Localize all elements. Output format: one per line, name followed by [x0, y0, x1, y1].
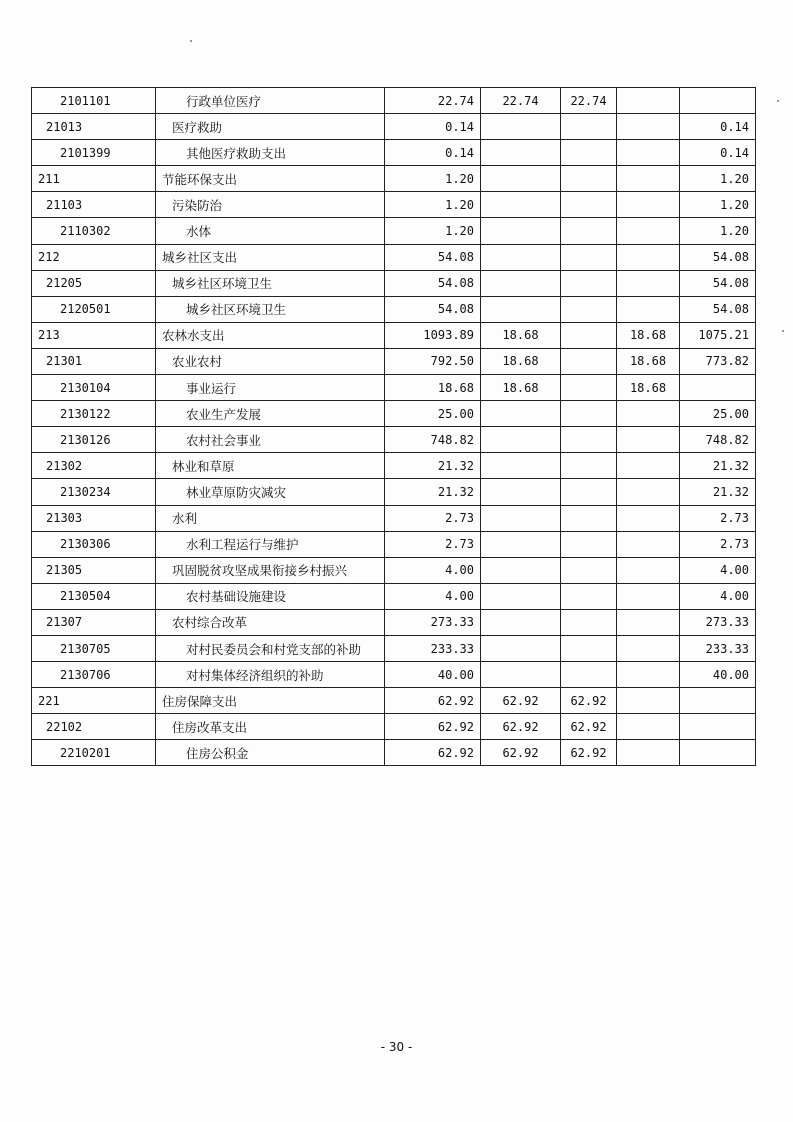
personnel-expenditure-cell — [561, 375, 617, 401]
personnel-expenditure-cell: 62.92 — [561, 740, 617, 766]
public-expenditure-cell — [617, 505, 680, 531]
total-amount-cell: 22.74 — [385, 88, 481, 114]
personnel-expenditure-cell — [561, 114, 617, 140]
personnel-expenditure-cell — [561, 348, 617, 374]
table-row — [32, 270, 756, 296]
basic-expenditure-cell — [481, 583, 561, 609]
subject-code-cell: 2130705 — [32, 635, 156, 661]
table-row — [32, 114, 756, 140]
total-amount-cell: 54.08 — [385, 270, 481, 296]
basic-expenditure-cell: 18.68 — [481, 322, 561, 348]
public-expenditure-cell — [617, 427, 680, 453]
subject-code-cell: 213 — [32, 322, 156, 348]
public-expenditure-cell — [617, 688, 680, 714]
subject-code-cell: 2101399 — [32, 140, 156, 166]
basic-expenditure-cell — [481, 270, 561, 296]
basic-expenditure-cell: 18.68 — [481, 375, 561, 401]
basic-expenditure-cell — [481, 479, 561, 505]
public-expenditure-cell — [617, 114, 680, 140]
project-expenditure-cell: 54.08 — [680, 270, 756, 296]
total-amount-cell: 62.92 — [385, 740, 481, 766]
basic-expenditure-cell: 18.68 — [481, 348, 561, 374]
total-amount-cell: 62.92 — [385, 688, 481, 714]
public-expenditure-cell — [617, 609, 680, 635]
table-row — [32, 166, 756, 192]
scan-speck — [782, 330, 784, 332]
subject-name-cell: 住房改革支出 — [156, 714, 385, 740]
total-amount-cell: 25.00 — [385, 401, 481, 427]
table-row — [32, 296, 756, 322]
total-amount-cell: 18.68 — [385, 375, 481, 401]
personnel-expenditure-cell: 62.92 — [561, 714, 617, 740]
page-number: - 30 - — [380, 1040, 413, 1054]
personnel-expenditure-cell — [561, 635, 617, 661]
project-expenditure-cell: 1075.21 — [680, 322, 756, 348]
basic-expenditure-cell — [481, 505, 561, 531]
public-expenditure-cell — [617, 140, 680, 166]
public-expenditure-cell — [617, 401, 680, 427]
project-expenditure-cell: 1.20 — [680, 218, 756, 244]
subject-name-cell: 水利工程运行与维护 — [156, 531, 385, 557]
project-expenditure-cell: 1.20 — [680, 166, 756, 192]
public-expenditure-cell — [617, 479, 680, 505]
subject-name-cell: 水利 — [156, 505, 385, 531]
total-amount-cell: 1.20 — [385, 218, 481, 244]
subject-code-cell: 21305 — [32, 557, 156, 583]
personnel-expenditure-cell — [561, 583, 617, 609]
basic-expenditure-cell — [481, 218, 561, 244]
personnel-expenditure-cell: 62.92 — [561, 688, 617, 714]
public-expenditure-cell — [617, 296, 680, 322]
public-expenditure-cell — [617, 740, 680, 766]
basic-expenditure-cell — [481, 166, 561, 192]
table-row — [32, 662, 756, 688]
project-expenditure-cell: 1.20 — [680, 192, 756, 218]
table-row — [32, 583, 756, 609]
table-row — [32, 218, 756, 244]
total-amount-cell: 2.73 — [385, 531, 481, 557]
basic-expenditure-cell: 62.92 — [481, 714, 561, 740]
subject-name-cell: 对村民委员会和村党支部的补助 — [156, 635, 385, 661]
project-expenditure-cell: 2.73 — [680, 531, 756, 557]
public-expenditure-cell: 18.68 — [617, 375, 680, 401]
subject-name-cell: 医疗救助 — [156, 114, 385, 140]
subject-name-cell: 对村集体经济组织的补助 — [156, 662, 385, 688]
subject-name-cell: 水体 — [156, 218, 385, 244]
personnel-expenditure-cell — [561, 505, 617, 531]
total-amount-cell: 233.33 — [385, 635, 481, 661]
public-expenditure-cell — [617, 218, 680, 244]
subject-name-cell: 污染防治 — [156, 192, 385, 218]
basic-expenditure-cell — [481, 244, 561, 270]
subject-code-cell: 21307 — [32, 609, 156, 635]
scan-speck — [777, 100, 779, 102]
table-row — [32, 348, 756, 374]
personnel-expenditure-cell — [561, 296, 617, 322]
subject-code-cell: 212 — [32, 244, 156, 270]
subject-code-cell: 21303 — [32, 505, 156, 531]
subject-name-cell: 住房公积金 — [156, 740, 385, 766]
total-amount-cell: 0.14 — [385, 140, 481, 166]
public-expenditure-cell — [617, 714, 680, 740]
basic-expenditure-cell: 62.92 — [481, 688, 561, 714]
total-amount-cell: 748.82 — [385, 427, 481, 453]
table-body — [32, 88, 756, 766]
table-row — [32, 322, 756, 348]
public-expenditure-cell — [617, 192, 680, 218]
basic-expenditure-cell — [481, 453, 561, 479]
subject-code-cell: 221 — [32, 688, 156, 714]
subject-code-cell: 211 — [32, 166, 156, 192]
table-row — [32, 740, 756, 766]
project-expenditure-cell: 773.82 — [680, 348, 756, 374]
project-expenditure-cell — [680, 375, 756, 401]
project-expenditure-cell: 21.32 — [680, 479, 756, 505]
basic-expenditure-cell — [481, 557, 561, 583]
table-row — [32, 505, 756, 531]
subject-name-cell: 农业生产发展 — [156, 401, 385, 427]
subject-code-cell: 2130122 — [32, 401, 156, 427]
subject-code-cell: 21013 — [32, 114, 156, 140]
total-amount-cell: 0.14 — [385, 114, 481, 140]
project-expenditure-cell: 748.82 — [680, 427, 756, 453]
scan-speck — [190, 40, 192, 42]
public-expenditure-cell — [617, 557, 680, 583]
public-expenditure-cell — [617, 453, 680, 479]
public-expenditure-cell — [617, 583, 680, 609]
subject-code-cell: 2130504 — [32, 583, 156, 609]
basic-expenditure-cell — [481, 662, 561, 688]
basic-expenditure-cell — [481, 296, 561, 322]
basic-expenditure-cell: 62.92 — [481, 740, 561, 766]
personnel-expenditure-cell — [561, 270, 617, 296]
table-row — [32, 427, 756, 453]
project-expenditure-cell: 40.00 — [680, 662, 756, 688]
personnel-expenditure-cell — [561, 322, 617, 348]
subject-code-cell: 22102 — [32, 714, 156, 740]
total-amount-cell: 1093.89 — [385, 322, 481, 348]
public-expenditure-cell — [617, 244, 680, 270]
basic-expenditure-cell — [481, 114, 561, 140]
personnel-expenditure-cell — [561, 453, 617, 479]
personnel-expenditure-cell — [561, 244, 617, 270]
subject-name-cell: 农业农村 — [156, 348, 385, 374]
public-expenditure-cell — [617, 635, 680, 661]
subject-name-cell: 事业运行 — [156, 375, 385, 401]
total-amount-cell: 54.08 — [385, 244, 481, 270]
total-amount-cell: 1.20 — [385, 192, 481, 218]
total-amount-cell: 40.00 — [385, 662, 481, 688]
subject-code-cell: 2130706 — [32, 662, 156, 688]
project-expenditure-cell — [680, 714, 756, 740]
project-expenditure-cell: 0.14 — [680, 114, 756, 140]
table-row — [32, 714, 756, 740]
public-expenditure-cell — [617, 662, 680, 688]
subject-name-cell: 住房保障支出 — [156, 688, 385, 714]
subject-name-cell: 林业和草原 — [156, 453, 385, 479]
personnel-expenditure-cell — [561, 662, 617, 688]
subject-code-cell: 2120501 — [32, 296, 156, 322]
subject-code-cell: 21205 — [32, 270, 156, 296]
subject-name-cell: 巩固脱贫攻坚成果衔接乡村振兴 — [156, 557, 385, 583]
subject-code-cell: 2130104 — [32, 375, 156, 401]
public-expenditure-cell — [617, 166, 680, 192]
subject-code-cell: 21301 — [32, 348, 156, 374]
subject-code-cell: 2130126 — [32, 427, 156, 453]
basic-expenditure-cell — [481, 401, 561, 427]
project-expenditure-cell: 0.14 — [680, 140, 756, 166]
basic-expenditure-cell — [481, 427, 561, 453]
table-row — [32, 609, 756, 635]
total-amount-cell: 21.32 — [385, 453, 481, 479]
project-expenditure-cell: 21.32 — [680, 453, 756, 479]
public-expenditure-cell: 18.68 — [617, 348, 680, 374]
total-amount-cell: 62.92 — [385, 714, 481, 740]
project-expenditure-cell: 54.08 — [680, 244, 756, 270]
basic-expenditure-cell — [481, 140, 561, 166]
subject-name-cell: 其他医疗救助支出 — [156, 140, 385, 166]
total-amount-cell: 273.33 — [385, 609, 481, 635]
project-expenditure-cell — [680, 688, 756, 714]
table-row — [32, 140, 756, 166]
subject-name-cell: 节能环保支出 — [156, 166, 385, 192]
project-expenditure-cell: 273.33 — [680, 609, 756, 635]
table-row — [32, 192, 756, 218]
project-expenditure-cell: 4.00 — [680, 583, 756, 609]
subject-name-cell: 农村社会事业 — [156, 427, 385, 453]
total-amount-cell: 4.00 — [385, 557, 481, 583]
personnel-expenditure-cell — [561, 401, 617, 427]
table-row — [32, 375, 756, 401]
basic-expenditure-cell — [481, 635, 561, 661]
personnel-expenditure-cell — [561, 557, 617, 583]
total-amount-cell: 54.08 — [385, 296, 481, 322]
personnel-expenditure-cell — [561, 166, 617, 192]
table-row — [32, 88, 756, 114]
subject-code-cell: 21103 — [32, 192, 156, 218]
personnel-expenditure-cell — [561, 218, 617, 244]
total-amount-cell: 1.20 — [385, 166, 481, 192]
project-expenditure-cell: 233.33 — [680, 635, 756, 661]
table-row — [32, 531, 756, 557]
public-expenditure-cell — [617, 88, 680, 114]
personnel-expenditure-cell — [561, 479, 617, 505]
subject-name-cell: 城乡社区支出 — [156, 244, 385, 270]
subject-name-cell: 农村基础设施建设 — [156, 583, 385, 609]
personnel-expenditure-cell — [561, 192, 617, 218]
table-row — [32, 479, 756, 505]
public-expenditure-cell: 18.68 — [617, 322, 680, 348]
project-expenditure-cell: 4.00 — [680, 557, 756, 583]
subject-code-cell: 2130306 — [32, 531, 156, 557]
table-row — [32, 244, 756, 270]
expenditure-table — [31, 87, 756, 766]
personnel-expenditure-cell — [561, 140, 617, 166]
subject-code-cell: 2110302 — [32, 218, 156, 244]
table-row — [32, 401, 756, 427]
table-row — [32, 635, 756, 661]
subject-code-cell: 2210201 — [32, 740, 156, 766]
basic-expenditure-cell — [481, 531, 561, 557]
table-row — [32, 688, 756, 714]
subject-name-cell: 林业草原防灾减灾 — [156, 479, 385, 505]
project-expenditure-cell — [680, 88, 756, 114]
subject-name-cell: 城乡社区环境卫生 — [156, 296, 385, 322]
subject-code-cell: 21302 — [32, 453, 156, 479]
subject-name-cell: 农林水支出 — [156, 322, 385, 348]
subject-code-cell: 2101101 — [32, 88, 156, 114]
basic-expenditure-cell: 22.74 — [481, 88, 561, 114]
table-row — [32, 557, 756, 583]
project-expenditure-cell — [680, 740, 756, 766]
personnel-expenditure-cell — [561, 531, 617, 557]
public-expenditure-cell — [617, 531, 680, 557]
personnel-expenditure-cell: 22.74 — [561, 88, 617, 114]
project-expenditure-cell: 2.73 — [680, 505, 756, 531]
project-expenditure-cell: 54.08 — [680, 296, 756, 322]
total-amount-cell: 792.50 — [385, 348, 481, 374]
total-amount-cell: 4.00 — [385, 583, 481, 609]
basic-expenditure-cell — [481, 192, 561, 218]
total-amount-cell: 21.32 — [385, 479, 481, 505]
subject-name-cell: 农村综合改革 — [156, 609, 385, 635]
table-row — [32, 453, 756, 479]
subject-name-cell: 城乡社区环境卫生 — [156, 270, 385, 296]
personnel-expenditure-cell — [561, 427, 617, 453]
subject-name-cell: 行政单位医疗 — [156, 88, 385, 114]
subject-code-cell: 2130234 — [32, 479, 156, 505]
basic-expenditure-cell — [481, 609, 561, 635]
total-amount-cell: 2.73 — [385, 505, 481, 531]
personnel-expenditure-cell — [561, 609, 617, 635]
public-expenditure-cell — [617, 270, 680, 296]
project-expenditure-cell: 25.00 — [680, 401, 756, 427]
